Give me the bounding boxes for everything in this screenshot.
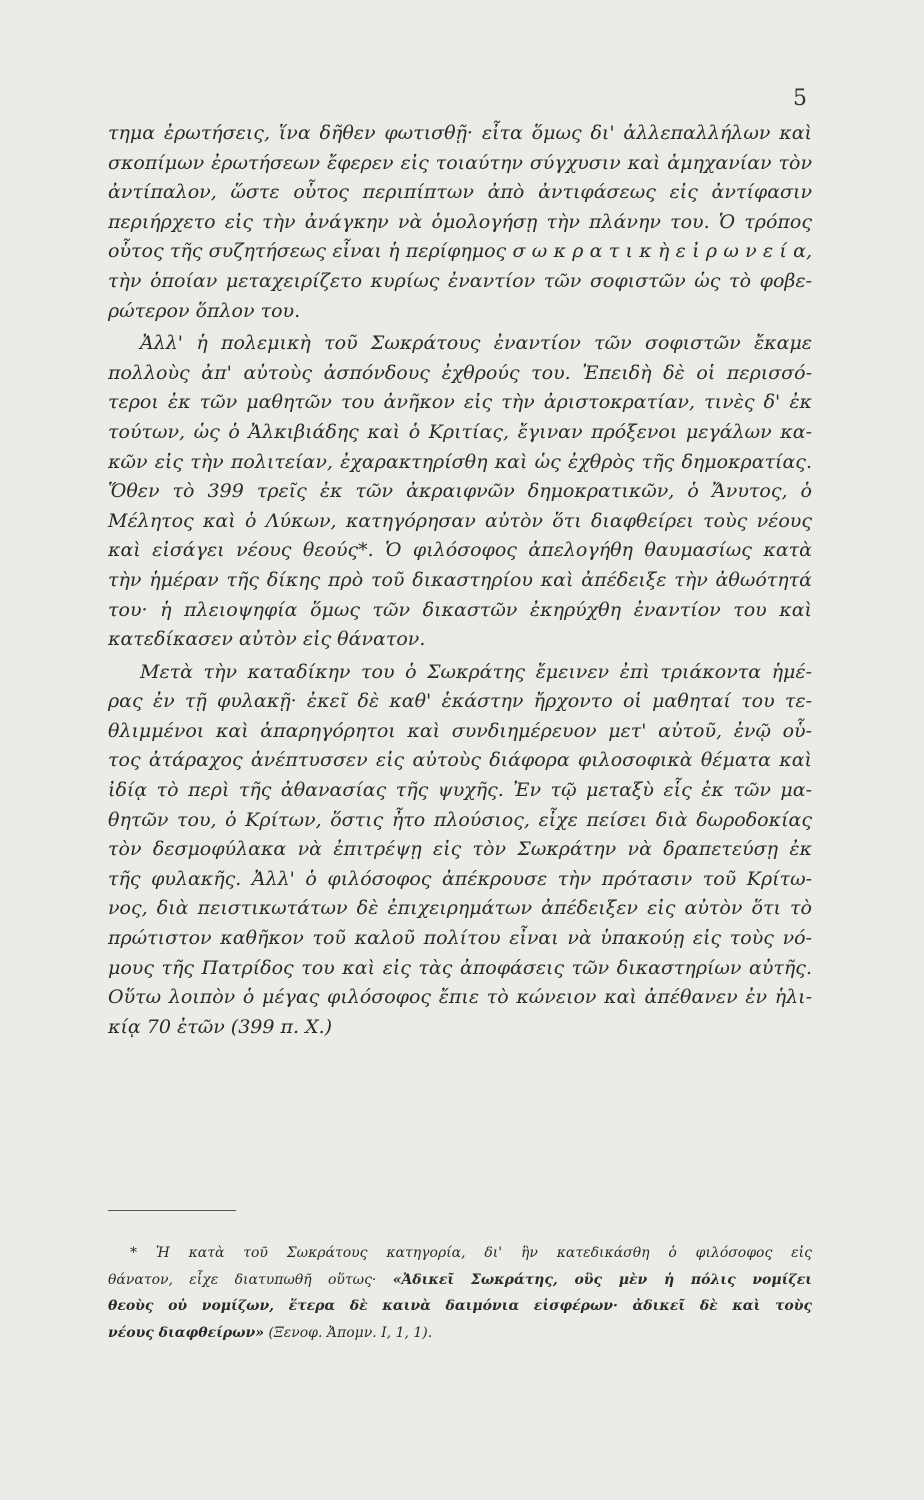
- paragraph: [108, 119, 812, 326]
- text-line: κατεδίκασεν αὐτὸν εἰς θάνατον.: [108, 628, 426, 651]
- footnote-quote: θεοὺς οὐ νομίζων, ἕτερα δὲ καινὰ δαιμόνια εἰσφέρων· ἀδικεῖ δὲ καὶ τοὺς: [108, 1298, 812, 1314]
- text-line: μους τῆς Πατρίδος του καὶ εἰς τὰς ἀποφάσεις τῶν δικαστηρίων αὐτῆς.: [108, 956, 812, 979]
- text-line: τεροι ἐκ τῶν μαθητῶν του ἀνῆκον εἰς τὴν ἀριστοκρατίαν, τινὲς δ' ἐκ: [108, 391, 812, 414]
- text-line: πολλοὺς ἀπ' αὐτοὺς ἀσπόνδους ἐχθρούς του. Ἐπειδὴ δὲ οἱ περισσό-: [108, 361, 812, 384]
- footnote-line: [108, 1267, 812, 1294]
- text-line: Μετὰ τὴν καταδίκην του ὁ Σωκράτης ἔμεινεν ἐπὶ τριάκοντα ἡμέ-: [140, 660, 812, 683]
- footnote-text: θάνατον, εἶχε διατυπωθῆ οὕτως·: [108, 1271, 377, 1288]
- text-line: τὴν ἡμέραν τῆς δίκης πρὸ τοῦ δικαστηρίου καὶ ἀπέδειξε τὴν ἀθωότητά: [108, 568, 812, 591]
- text-line: ρώτερον ὅπλον του.: [108, 299, 301, 322]
- text-line: κίᾳ 70 ἐτῶν (399 π. Χ.): [108, 1015, 333, 1038]
- footnote-line: [108, 1240, 812, 1267]
- text-line: τούτων, ὡς ὁ Ἀλκιβιάδης καὶ ὁ Κριτίας, ἔγιναν πρόξενοι μεγάλων κα-: [108, 420, 812, 443]
- text-line: τὸν δεσμοφύλακα νὰ ἐπιτρέψῃ εἰς τὸν Σωκράτην νὰ δραπετεύσῃ ἐκ: [108, 838, 812, 861]
- text-line: καὶ εἰσάγει νέους θεούς*. Ὁ φιλόσοφος ἀπελογήθη θαυμασίως κατὰ: [108, 539, 812, 562]
- text-line: οὗτος τῆς συζητήσεως εἶναι ἡ περίφημος σ ω κ ρ α τ ι κ ὴ ε ἰ ρ ω ν ε ί α,: [108, 240, 812, 263]
- text-line: νος, διὰ πειστικωτάτων δὲ ἐπιχειρημάτων ἀπέδειξεν εἰς αὐτὸν ὅτι τὸ: [108, 897, 812, 920]
- paragraph: [108, 329, 812, 655]
- text-line: ρας ἐν τῇ φυλακῇ· ἐκεῖ δὲ καθ' ἑκάστην ἤρχοντο οἱ μαθηταί του τε-: [108, 690, 812, 713]
- text-line: Ἀλλ' ἡ πολεμικὴ τοῦ Σωκράτους ἐναντίον τῶν σοφιστῶν ἔκαμε: [140, 332, 812, 355]
- text-line: ἀντίπαλον, ὥστε οὗτος περιπίπτων ἀπὸ ἀντιφάσεως εἰς ἀντίφασιν: [108, 181, 812, 204]
- text-line: Μέλητος καὶ ὁ Λύκων, κατηγόρησαν αὐτὸν ὅτι διαφθείρει τοὺς νέους: [108, 509, 812, 532]
- text-line: ἰδίᾳ τὸ περὶ τῆς ἀθανασίας τῆς ψυχῆς. Ἐν τῷ μεταξὺ εἷς ἐκ τῶν μα-: [108, 779, 812, 802]
- text-line: θητῶν του, ὁ Κρίτων, ὅστις ἦτο πλούσιος, εἶχε πείσει διὰ δωροδοκίας: [108, 808, 812, 831]
- text-line: τημα ἐρωτήσεις, ἵνα δῆθεν φωτισθῇ· εἶτα ὅμως δι' ἀλλεπαλλήλων καὶ: [108, 122, 812, 144]
- text-line: περιήρχετο εἰς τὴν ἀνάγκην νὰ ὁμολογήσῃ τὴν πλάνην του. Ὁ τρόπος: [108, 210, 812, 233]
- footnote: [108, 1240, 812, 1346]
- paragraph: [108, 658, 812, 1043]
- footnote-text: * Ἡ κατὰ τοῦ Σωκράτους κατηγορία, δι' ἣν κατεδικάσθη ὁ φιλόσοφος εἰς: [130, 1245, 812, 1261]
- page-number: 5: [793, 86, 807, 111]
- text-line: τὴν ὁποίαν μεταχειρίζετο κυρίως ἐναντίον τῶν σοφιστῶν ὡς τὸ φοβε-: [108, 269, 812, 292]
- text-line: Οὕτω λοιπὸν ὁ μέγας φιλόσοφος ἔπιε τὸ κώνειον καὶ ἀπέθανεν ἐν ἡλι-: [108, 986, 812, 1009]
- text-line: τῆς φυλακῆς. Ἀλλ' ὁ φιλόσοφος ἀπέκρουσε τὴν πρότασιν τοῦ Κρίτω-: [108, 867, 812, 890]
- footnote-divider: [108, 1210, 236, 1211]
- footnote-line: [108, 1320, 812, 1347]
- text-line: τος ἀτάραχος ἀνέπτυσσεν εἰς αὐτοὺς διάφορα φιλοσοφικὰ θέματα καὶ: [108, 749, 812, 772]
- text-line: του· ἡ πλειοψηφία ὅμως τῶν δικαστῶν ἐκηρύχθη ἐναντίον του καὶ: [108, 598, 812, 621]
- text-line: πρώτιστον καθῆκον τοῦ καλοῦ πολίτου εἶναι νὰ ὑπακούῃ εἰς τοὺς νό-: [108, 927, 812, 950]
- footnote-citation: (Ξενοφ. Ἀπομν. Ι, 1, 1).: [268, 1324, 433, 1341]
- footnote-line: [108, 1293, 812, 1320]
- text-line: Ὅθεν τὸ 399 τρεῖς ἐκ τῶν ἀκραιφνῶν δημοκρατικῶν, ὁ Ἄνυτος, ὁ: [108, 480, 812, 503]
- footnote-quote: «Ἀδικεῖ Σωκράτης, οὓς μὲν ἡ πόλις νομίζει: [392, 1271, 812, 1288]
- footnote-quote: νέους διαφθείρων»: [108, 1324, 264, 1341]
- text-line: σκοπίμων ἐρωτήσεων ἔφερεν εἰς τοιαύτην σύγχυσιν καὶ ἀμηχανίαν τὸν: [108, 151, 812, 174]
- body-text: [108, 119, 812, 1045]
- text-line: θλιμμένοι καὶ ἀπαρηγόρητοι καὶ συνδιημέρευον μετ' αὐτοῦ, ἐνῷ οὗ-: [108, 719, 812, 742]
- text-line: κῶν εἰς τὴν πολιτείαν, ἐχαρακτηρίσθη καὶ ὡς ἐχθρὸς τῆς δημοκρατίας.: [108, 450, 812, 473]
